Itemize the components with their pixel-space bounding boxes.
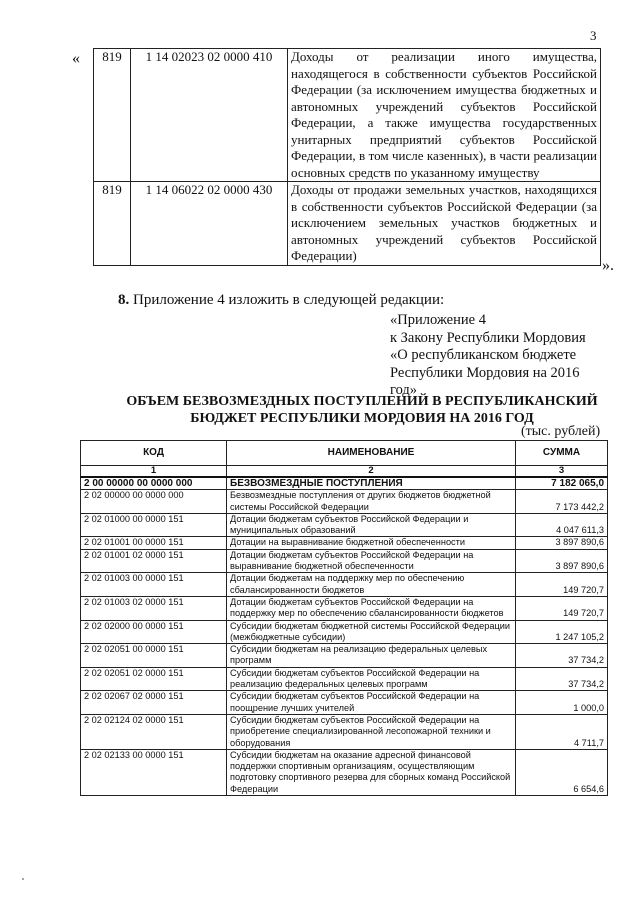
table-row bbox=[81, 620, 608, 644]
sum-cell: 1 000,0 bbox=[516, 691, 608, 715]
table-row bbox=[81, 513, 608, 537]
admin-code-cell: 819 bbox=[94, 49, 131, 182]
code-cell: 2 00 00000 00 0000 000 bbox=[81, 477, 227, 490]
code-cell: 2 02 01001 00 0000 151 bbox=[81, 537, 227, 549]
table-row bbox=[94, 49, 601, 182]
table-row bbox=[81, 596, 608, 620]
name-cell: Дотации бюджетам субъектов Российской Федерации на выравнивание бюджетной обеспеченности bbox=[227, 549, 516, 573]
income-codes-table bbox=[93, 48, 601, 266]
table-row bbox=[81, 477, 608, 490]
name-cell: Безвозмездные поступления от других бюджетов бюджетной системы Российской Федерации bbox=[227, 490, 516, 514]
sum-cell: 3 897 890,6 bbox=[516, 549, 608, 573]
name-cell: Субсидии бюджетам субъектов Российской Федерации на поощрение лучших учителей bbox=[227, 691, 516, 715]
code-cell: 2 02 02051 00 0000 151 bbox=[81, 644, 227, 668]
description-cell: Доходы от реализации иного имущества, находящегося в собственности субъектов Российской Федерации (за исключением имущества бюджетных и автономных учреждений субъектов Российской Федерации, а также имущества государственных унитарных предприятий субъектов Российской Федерации, в том числе казенных), в части реализации основных средств по указанному имуществу bbox=[288, 49, 601, 182]
code-cell: 2 02 02133 00 0000 151 bbox=[81, 749, 227, 795]
name-cell: Дотации бюджетам субъектов Российской Федерации на поддержку мер по обеспечению сбалансированности бюджетов bbox=[227, 596, 516, 620]
appendix-header bbox=[390, 312, 600, 400]
table-title bbox=[112, 393, 612, 427]
name-cell: Дотации на выравнивание бюджетной обеспеченности bbox=[227, 537, 516, 549]
code-cell: 2 02 01000 00 0000 151 bbox=[81, 513, 227, 537]
title-line: ОБЪЕМ БЕЗВОЗМЕЗДНЫХ ПОСТУПЛЕНИЙ В РЕСПУБЛИКАНСКИЙ bbox=[126, 394, 598, 409]
appendix-line: «Приложение 4 bbox=[390, 312, 486, 328]
table-row bbox=[81, 714, 608, 749]
col-number: 2 bbox=[227, 466, 516, 478]
header-sum: СУММА bbox=[516, 441, 608, 466]
col-number: 3 bbox=[516, 466, 608, 478]
table-row bbox=[81, 490, 608, 514]
sum-cell: 6 654,6 bbox=[516, 749, 608, 795]
table-row bbox=[81, 644, 608, 668]
col-number: 1 bbox=[81, 466, 227, 478]
opening-quote: « bbox=[72, 50, 80, 67]
appendix-line: «О республиканском бюджете bbox=[390, 347, 577, 363]
name-cell: Субсидии бюджетам субъектов Российской Федерации на приобретение специализированной лесопожарной техники и оборудования bbox=[227, 714, 516, 749]
title-line: БЮДЖЕТ РЕСПУБЛИКИ МОРДОВИЯ НА 2016 ГОД bbox=[190, 411, 534, 426]
header-code: КОД bbox=[81, 441, 227, 466]
code-cell: 2 02 01003 00 0000 151 bbox=[81, 573, 227, 597]
income-code-cell: 1 14 06022 02 0000 430 bbox=[131, 182, 288, 266]
table-row bbox=[81, 573, 608, 597]
closing-quote: ». bbox=[602, 257, 614, 274]
item-number: 8. bbox=[118, 292, 130, 308]
name-cell: Субсидии бюджетам на оказание адресной финансовой поддержки спортивным организациям, осуществляющим подготовку спортивного резерва для сборных команд Российской Федерации bbox=[227, 749, 516, 795]
page-number: 3 bbox=[590, 28, 597, 43]
header-name: НАИМЕНОВАНИЕ bbox=[227, 441, 516, 466]
table-row bbox=[81, 537, 608, 549]
name-cell: Субсидии бюджетам на реализацию федеральных целевых программ bbox=[227, 644, 516, 668]
table-row bbox=[81, 691, 608, 715]
code-cell: 2 02 02067 02 0000 151 bbox=[81, 691, 227, 715]
code-cell: 2 02 01003 02 0000 151 bbox=[81, 596, 227, 620]
income-code-cell: 1 14 02023 02 0000 410 bbox=[131, 49, 288, 182]
name-cell: Дотации бюджетам субъектов Российской Федерации и муниципальных образований bbox=[227, 513, 516, 537]
code-cell: 2 02 01001 02 0000 151 bbox=[81, 549, 227, 573]
appendix-line: к Закону Республики Мордовия bbox=[390, 329, 586, 346]
sum-cell: 37 734,2 bbox=[516, 667, 608, 691]
appendix-line: Республики Мордовия на 2016 bbox=[390, 364, 580, 381]
sum-cell: 149 720,7 bbox=[516, 596, 608, 620]
name-cell: Субсидии бюджетам субъектов Российской Федерации на реализацию федеральных целевых программ bbox=[227, 667, 516, 691]
admin-code-cell: 819 bbox=[94, 182, 131, 266]
sum-cell: 7 173 442,2 bbox=[516, 490, 608, 514]
table-row bbox=[81, 667, 608, 691]
code-cell: 2 02 02124 02 0000 151 bbox=[81, 714, 227, 749]
sum-cell: 7 182 065,0 bbox=[516, 477, 608, 490]
sum-cell: 4 047 611,3 bbox=[516, 513, 608, 537]
table-row bbox=[81, 549, 608, 573]
code-cell: 2 02 00000 00 0000 000 bbox=[81, 490, 227, 514]
amendment-item-8 bbox=[118, 292, 444, 309]
sum-cell: 3 897 890,6 bbox=[516, 537, 608, 549]
scan-speck bbox=[22, 878, 24, 880]
table-row bbox=[94, 182, 601, 266]
item-text: Приложение 4 изложить в следующей редакции: bbox=[133, 292, 445, 308]
name-cell: Субсидии бюджетам бюджетной системы Российской Федерации (межбюджетные субсидии) bbox=[227, 620, 516, 644]
name-cell: БЕЗВОЗМЕЗДНЫЕ ПОСТУПЛЕНИЯ bbox=[227, 477, 516, 490]
name-cell: Дотации бюджетам на поддержку мер по обеспечению сбалансированности бюджетов bbox=[227, 573, 516, 597]
table-row bbox=[81, 749, 608, 795]
sum-cell: 149 720,7 bbox=[516, 573, 608, 597]
revenue-table bbox=[80, 440, 608, 796]
description-cell: Доходы от продажи земельных участков, находящихся в собственности субъектов Российской Федерации (за исключением земельных участков бюджетных и автономных учреждений субъектов Российской Федерации) bbox=[288, 182, 601, 266]
sum-cell: 37 734,2 bbox=[516, 644, 608, 668]
code-cell: 2 02 02000 00 0000 151 bbox=[81, 620, 227, 644]
units-label: (тыс. рублей) bbox=[521, 424, 601, 439]
appendix-line: год» bbox=[390, 382, 418, 398]
sum-cell: 4 711,7 bbox=[516, 714, 608, 749]
code-cell: 2 02 02051 02 0000 151 bbox=[81, 667, 227, 691]
sum-cell: 1 247 105,2 bbox=[516, 620, 608, 644]
